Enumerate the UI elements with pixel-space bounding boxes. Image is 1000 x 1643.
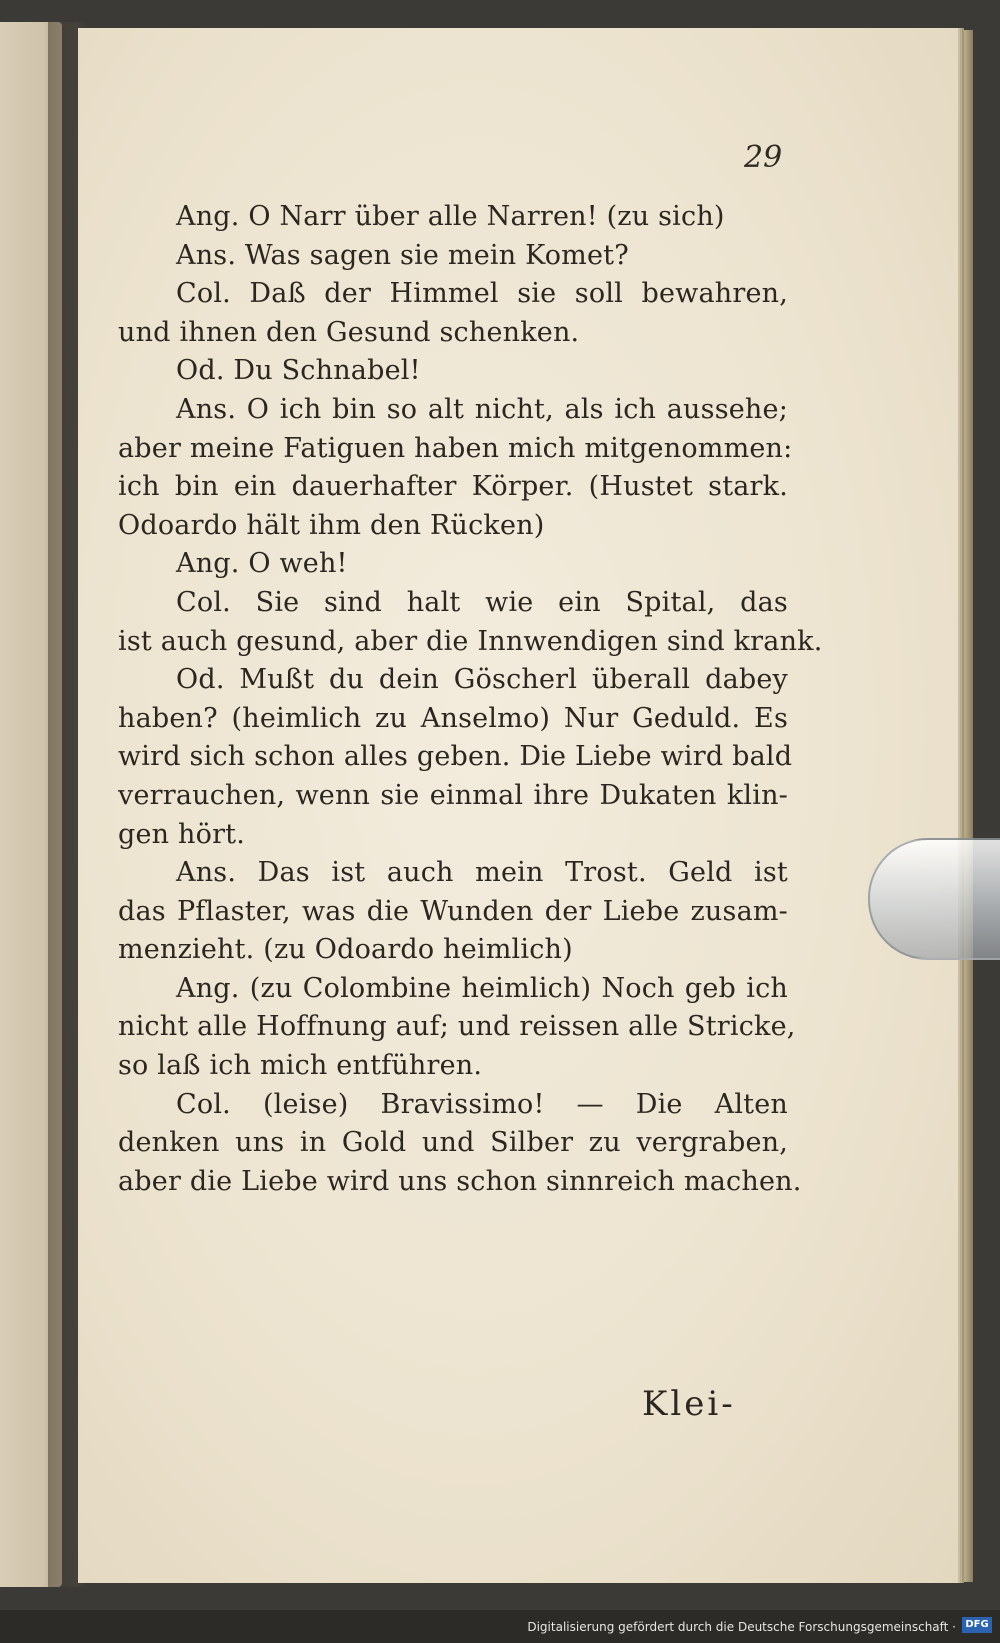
text-line: Ans. O ich bin so alt nicht, als ich aussehe; bbox=[176, 393, 788, 425]
text-line: das Pflaster, was die Wunden der Liebe zusam- bbox=[118, 895, 788, 927]
text-line: denken uns in Gold und Silber zu vergraben, bbox=[118, 1127, 788, 1159]
text-line: Ang. O weh! bbox=[176, 548, 348, 580]
text-line: Ans. Was sagen sie mein Komet? bbox=[176, 239, 629, 271]
text-line: wird sich schon alles geben. Die Liebe wird bald bbox=[118, 741, 793, 773]
text-line: verrauchen, wenn sie einmal ihre Dukaten klin- bbox=[118, 779, 788, 811]
text-line: nicht alle Hoffnung auf; und reissen alle Stricke, bbox=[118, 1011, 796, 1043]
text-line: Col. Sie sind halt wie ein Spital, das bbox=[176, 586, 788, 618]
text-line: menzieht. (zu Odoardo heimlich) bbox=[118, 934, 573, 966]
text-line: Od. Mußt du dein Göscherl überall dabey bbox=[176, 664, 788, 696]
page-text bbox=[118, 198, 823, 1201]
catchword: Klei- bbox=[642, 1384, 736, 1424]
text-line: aber meine Fatiguen haben mich mitgenommen: bbox=[118, 432, 793, 464]
funding-notice: Digitalisierung gefördert durch die Deutsche Forschungsgemeinschaft · bbox=[527, 1620, 956, 1634]
text-line: ich bin ein dauerhafter Körper. (Hustet stark. bbox=[118, 471, 788, 503]
text-line: Ang. (zu Colombine heimlich) Noch geb ich bbox=[176, 972, 788, 1004]
text-line: und ihnen den Gesund schenken. bbox=[118, 316, 580, 348]
text-line: Od. Du Schnabel! bbox=[176, 355, 421, 387]
text-line: ist auch gesund, aber die Innwendigen sind krank. bbox=[118, 625, 823, 657]
text-line: Odoardo hält ihm den Rücken) bbox=[118, 509, 545, 541]
text-line: Col. Daß der Himmel sie soll bewahren, bbox=[176, 278, 788, 310]
text-line: so laß ich mich entführen. bbox=[118, 1050, 483, 1082]
text-line: Col. (leise) Bravissimo! — Die Alten bbox=[176, 1088, 788, 1120]
page-clip bbox=[868, 838, 1000, 960]
text-line: aber die Liebe wird uns schon sinnreich machen. bbox=[118, 1165, 802, 1197]
dfg-logo-icon: DFG bbox=[962, 1617, 992, 1633]
page-number: 29 bbox=[744, 140, 783, 175]
text-line: haben? (heimlich zu Anselmo) Nur Geduld. Es bbox=[118, 702, 788, 734]
text-line: Ang. O Narr über alle Narren! (zu sich) bbox=[176, 201, 725, 232]
text-line: Ans. Das ist auch mein Trost. Geld ist bbox=[176, 857, 788, 889]
text-line: gen hört. bbox=[118, 818, 246, 850]
